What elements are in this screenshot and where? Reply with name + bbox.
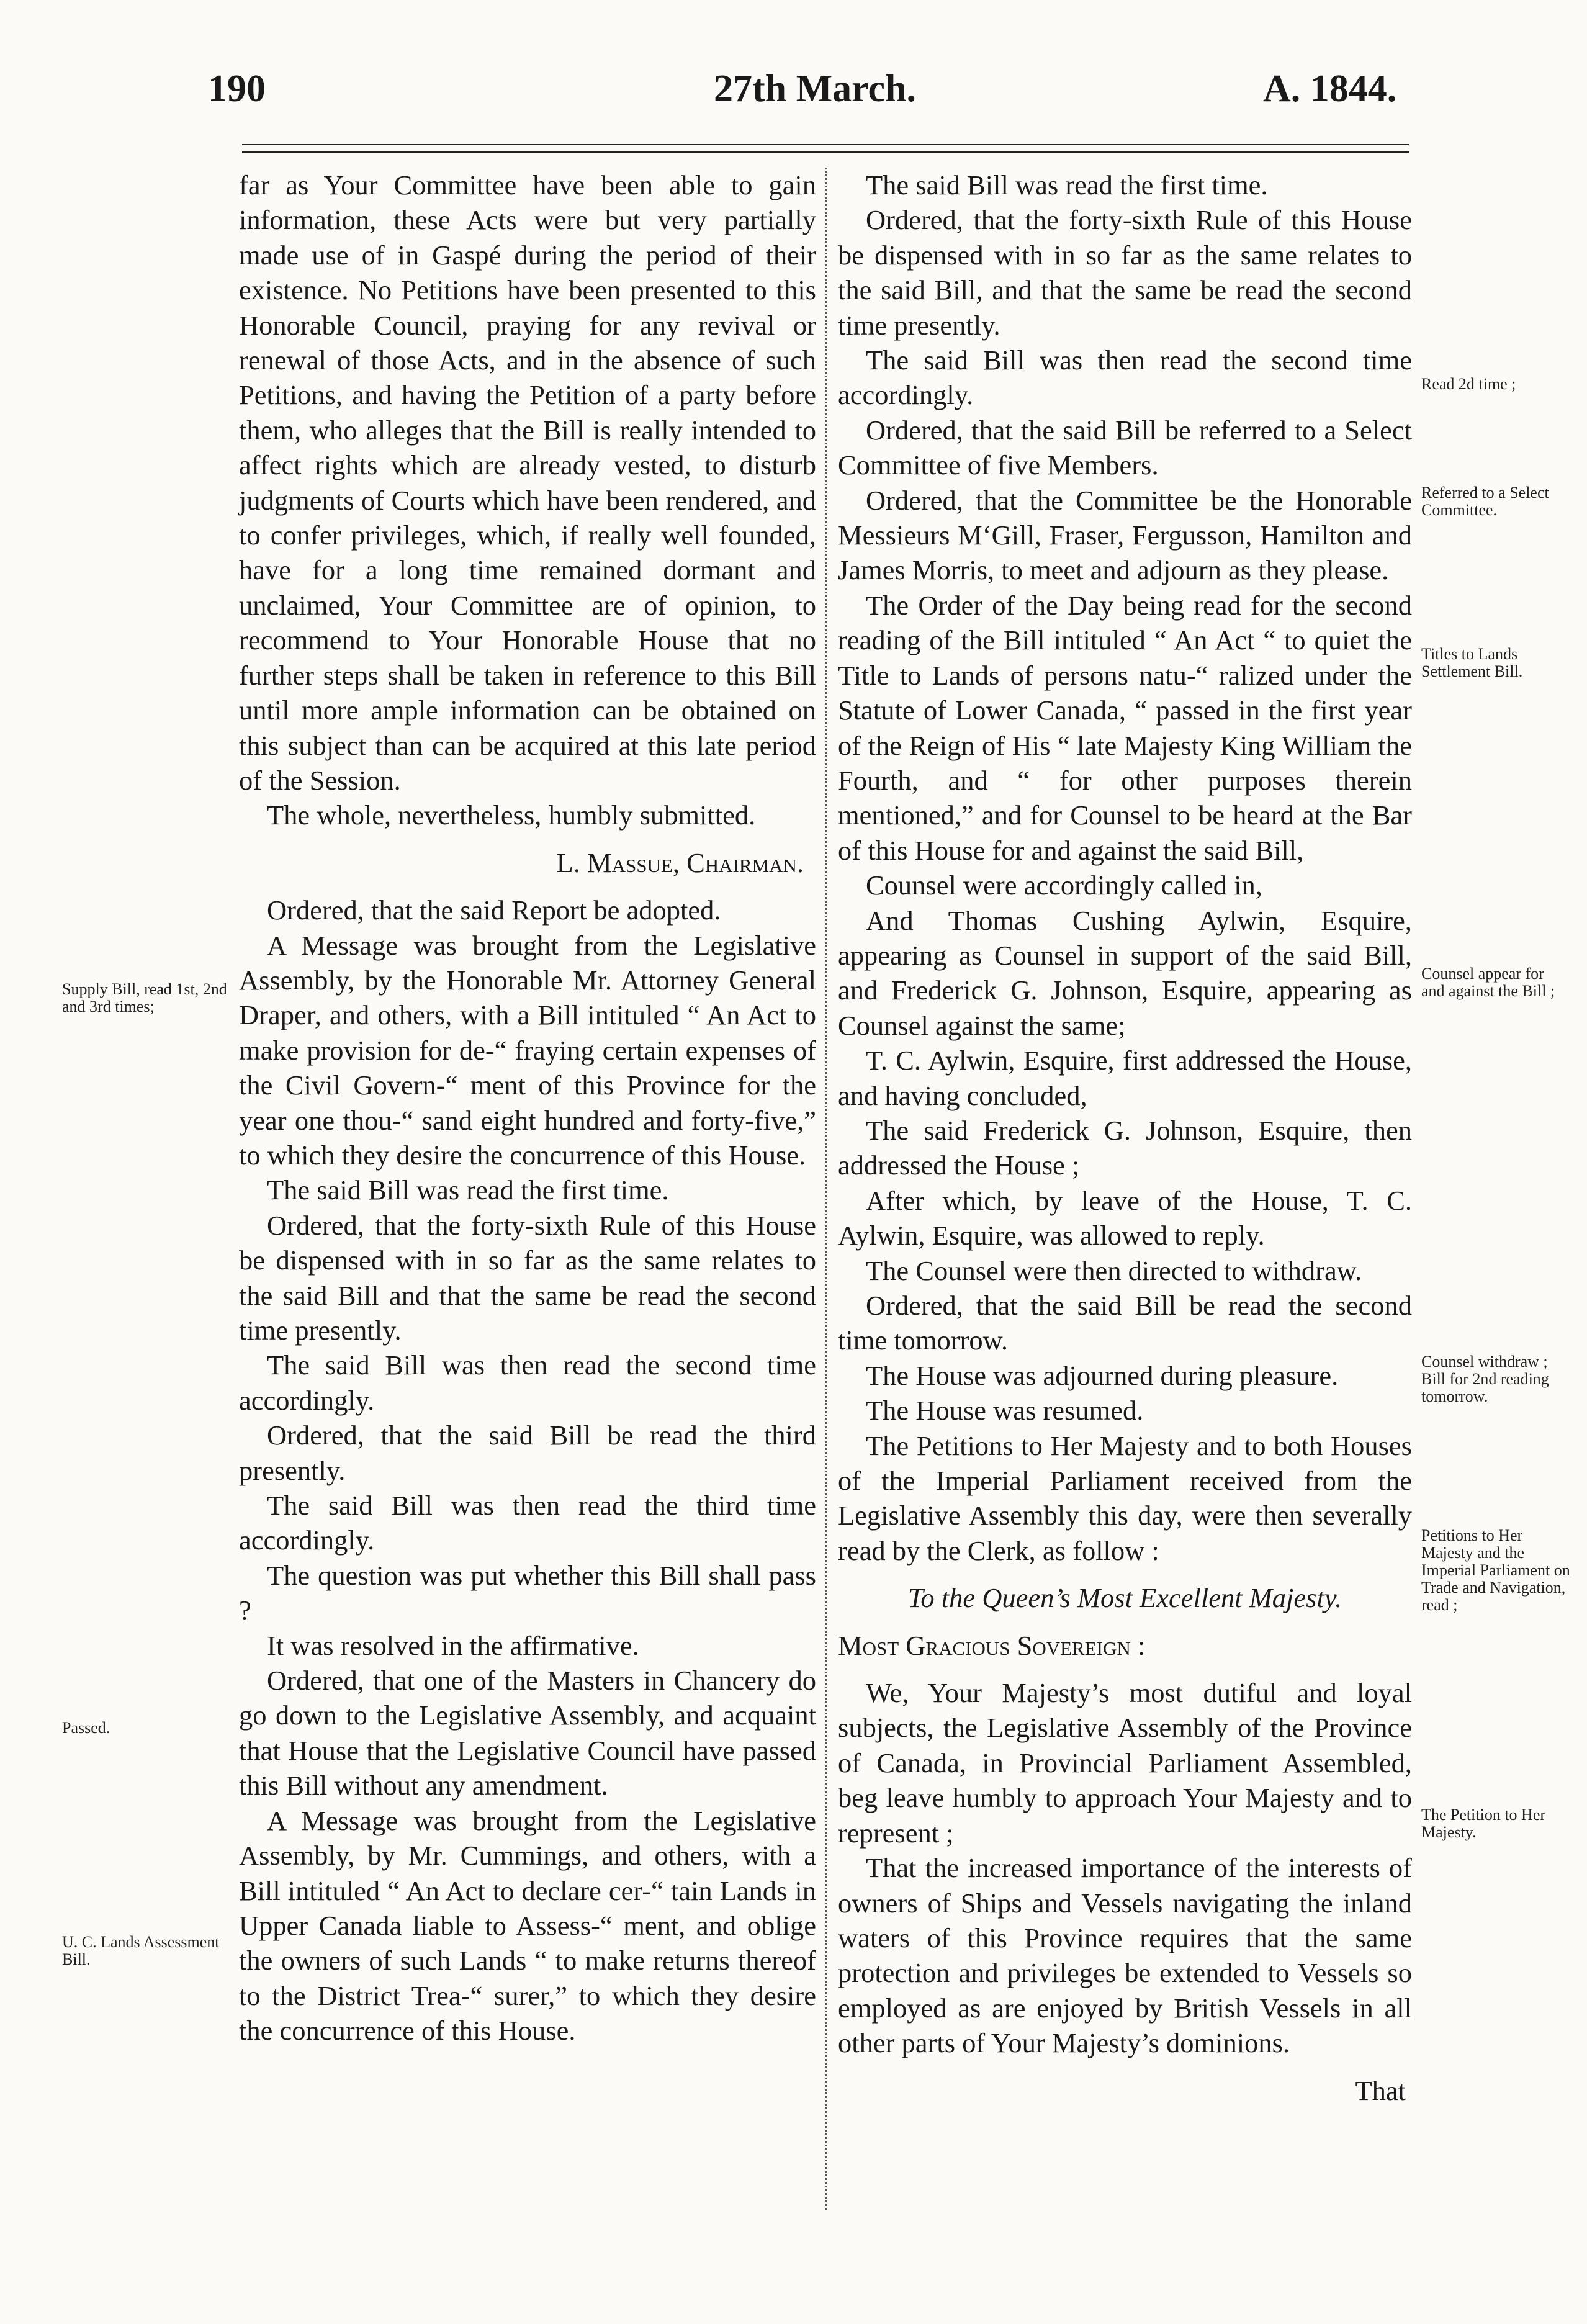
- paragraph: The said Frederick G. Johnson, Esquire, then addressed the House ;: [838, 1114, 1412, 1181]
- paragraph: The said Bill was then read the third time accordingly.: [239, 1490, 816, 1556]
- paragraph: The House was resumed.: [866, 1395, 1144, 1426]
- column-divider: [825, 168, 829, 2210]
- page-date: 27th March.: [714, 68, 917, 110]
- paragraph: Ordered, that the said Bill be referred to a Select Committee of five Members.: [838, 414, 1412, 481]
- margin-note: Titles to Lands Settlement Bill.: [1421, 645, 1523, 680]
- paragraph: Ordered, that the said Report be adopted.: [267, 894, 721, 926]
- paragraph: Ordered, that the said Bill be read the third presently.: [239, 1420, 816, 1486]
- page-year: A. 1844.: [1263, 68, 1397, 110]
- signature: L. Massue, Chairman.: [556, 847, 804, 878]
- paragraph: Ordered, that the Committee be the Honorable Messieurs M‘Gill, Fraser, Fergusson, Hamilton and James Morris, to meet and adjourn as they please.: [838, 484, 1412, 586]
- paragraph: Ordered, that the said Bill be read the second time tomorrow.: [838, 1290, 1412, 1356]
- paragraph: The said Bill was then read the second time accordingly.: [838, 345, 1412, 411]
- paragraph: The Order of the Day being read for the second reading of the Bill intituled “ An Act “ to quiet the Title to Lands of persons natu-“ ralized under the Statute of Lower Canada, “ passed in the first year of the Reign of His “ late Majesty King William the Fourth, and “ for other purposes therein mentioned,” and for Counsel to be heard at the Bar of this House for and against the said Bill,: [838, 589, 1412, 866]
- paragraph: And Thomas Cushing Aylwin, Esquire, appearing as Counsel in support of the said Bill, and Frederick G. Johnson, Esquire, appearing as Counsel against the same;: [838, 904, 1412, 1041]
- margin-note: Petitions to Her Majesty and the Imperial Parliament on Trade and Navigation, read ;: [1421, 1526, 1570, 1614]
- paragraph: The question was put whether this Bill shall pass ?: [239, 1559, 816, 1626]
- paragraph: That the increased importance of the interests of owners of Ships and Vessels navigating the inland waters of this Province requires that the same protection and privileges be extended to Vessels so employed as are enjoyed by British Vessels in all other parts of Your Majesty’s dominions.: [838, 1852, 1412, 2059]
- paragraph: The House was adjourned during pleasure.: [866, 1359, 1339, 1391]
- catchword: That: [1355, 2074, 1406, 2106]
- paragraph: The said Bill was read the first time.: [866, 169, 1268, 200]
- margin-note: The Petition to Her Majesty.: [1421, 1806, 1546, 1841]
- paragraph: Ordered, that the forty-sixth Rule of this House be dispensed with in so far as the same relates to the said Bill, and that the same be read the second time presently.: [838, 204, 1412, 341]
- margin-note: Counsel appear for and against the Bill ;: [1421, 965, 1555, 1000]
- paragraph: We, Your Majesty’s most dutiful and loyal subjects, the Legislative Assembly of the Province of Canada, in Provincial Parliament Assembled, beg leave humbly to approach Your Majesty and to represent ;: [838, 1677, 1412, 1849]
- margin-note: Supply Bill, read 1st, 2nd and 3rd times;: [62, 980, 227, 1016]
- paragraph: The said Bill was read the first time.: [267, 1174, 669, 1206]
- petition-salutation: Most Gracious Sovereign :: [838, 1629, 1146, 1661]
- paragraph: T. C. Aylwin, Esquire, first addressed the House, and having concluded,: [838, 1045, 1412, 1111]
- paragraph: The Petitions to Her Majesty and to both Houses of the Imperial Parliament received from the Legislative Assembly this day, were then severally read by the Clerk, as follow :: [838, 1430, 1412, 1566]
- header-rule: [242, 144, 1409, 145]
- margin-note: Read 2d time ;: [1421, 375, 1516, 393]
- right-column: [838, 168, 1412, 2108]
- margin-note: Counsel withdraw ; Bill for 2nd reading tomorrow.: [1421, 1353, 1549, 1405]
- paragraph: After which, by leave of the House, T. C. Aylwin, Esquire, was allowed to reply.: [838, 1184, 1412, 1251]
- margin-note: Passed.: [62, 1719, 110, 1737]
- paragraph: Ordered, that the forty-sixth Rule of this House be dispensed with in so far as the same relates to the said Bill and that the same be read the second time presently.: [239, 1209, 816, 1346]
- paragraph: The Counsel were then directed to withdraw.: [866, 1254, 1362, 1286]
- paragraph: Counsel were accordingly called in,: [866, 870, 1262, 901]
- paragraph: A Message was brought from the Legislative Assembly, by the Honorable Mr. Attorney General Draper, and others, with a Bill intituled “ An Act to make provision for de-“ fraying certain expenses of the Civil Govern-“ ment of this Province for the year one thou-“ sand eight hundred and forty-five,” to which they desire the concurrence of this House.: [239, 929, 816, 1171]
- left-column: [239, 168, 816, 2048]
- header-rule-double: [242, 151, 1409, 153]
- page-number: 190: [208, 68, 266, 110]
- paragraph: The whole, nevertheless, humbly submitted.: [267, 799, 756, 831]
- paragraph: Ordered, that one of the Masters in Chancery do go down to the Legislative Assembly, and acquaint that House that the Legislative Council have passed this Bill without any amendment.: [239, 1665, 816, 1801]
- paragraph: The said Bill was then read the second time accordingly.: [239, 1349, 816, 1416]
- paragraph: It was resolved in the affirmative.: [267, 1629, 639, 1661]
- margin-note: Referred to a Select Committee.: [1421, 484, 1549, 519]
- paragraph: far as Your Committee have been able to gain information, these Acts were but very partially made use of in Gaspé during the period of their existence. No Petitions have been presented to this Honorable Council, praying for any revival or renewal of those Acts, and in the absence of such Petitions, and having the Petition of a party before them, who alleges that the Bill is really intended to affect rights which are already vested, to disturb judgments of Courts which have been rendered, and to confer privileges, which, if really well founded, have for a long time remained dormant and unclaimed, Your Committee are of opinion, to recommend to Your Honorable House that no further steps shall be taken in reference to this Bill until more ample information can be obtained on this subject than can be acquired at this late period of the Session.: [239, 169, 816, 796]
- petition-address: To the Queen’s Most Excellent Majesty.: [907, 1582, 1342, 1614]
- margin-note: U. C. Lands Assessment Bill.: [62, 1933, 220, 1968]
- paragraph: A Message was brought from the Legislative Assembly, by Mr. Cummings, and others, with a Bill intituled “ An Act to declare cer-“ tain Lands in Upper Canada liable to Assess-“ ment, and oblige the owners of such Lands “ to make returns thereof to the District Trea-“ surer,” to which they desire the concurrence of this House.: [239, 1804, 816, 2047]
